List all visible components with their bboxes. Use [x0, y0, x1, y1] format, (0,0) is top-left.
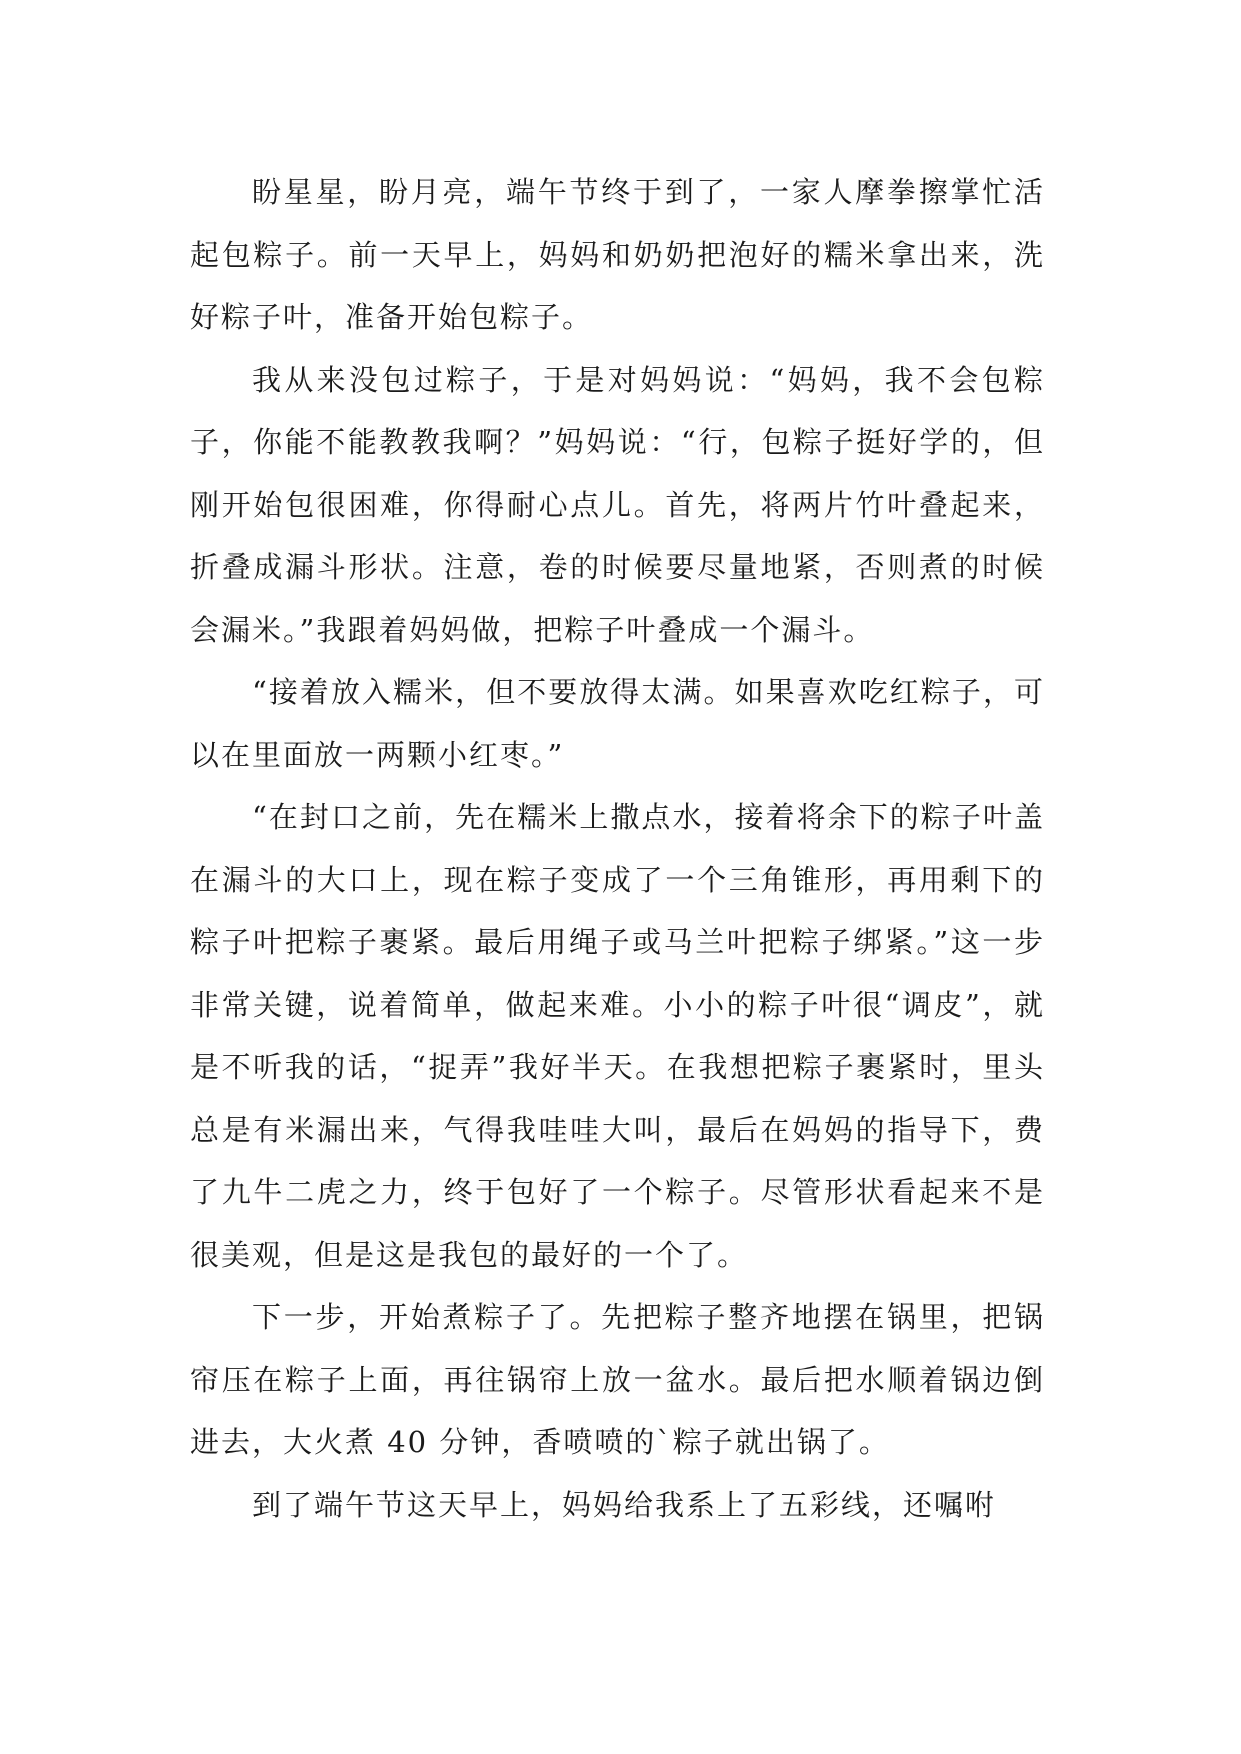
paragraph: “接着放入糯米，但不要放得太满。如果喜欢吃红粽子，可以在里面放一两颗小红枣。”: [190, 675, 1045, 772]
document-body: [190, 161, 1045, 1536]
paragraph: 我从来没包过粽子，于是对妈妈说：“妈妈，我不会包粽子，你能不能教教我啊？”妈妈说：“行，包粽子挺好学的，但刚开始包很困难，你得耐心点儿。首先，将两片竹叶叠起来，折叠成漏斗形状。注意，卷的时候要尽量地紧，否则煮的时候会漏米。”我跟着妈妈做，把粽子叶叠成一个漏斗。: [190, 362, 1045, 647]
paragraph: 盼星星，盼月亮，端午节终于到了，一家人摩拳擦掌忙活起包粽子。前一天早上，妈妈和奶奶把泡好的糯米拿出来，洗好粽子叶，准备开始包粽子。: [190, 175, 1045, 334]
paragraph: “在封口之前，先在糯米上撒点水，接着将余下的粽子叶盖在漏斗的大口上，现在粽子变成了一个三角锥形，再用剩下的粽子叶把粽子裹紧。最后用绳子或马兰叶把粽子绑紧。”这一步非常关键，说着简单，做起来难。小小的粽子叶很“调皮”，就是不听我的话，“捉弄”我好半天。在我想把粽子裹紧时，里头总是有米漏出来，气得我哇哇大叫，最后在妈妈的指导下，费了九牛二虎之力，终于包好了一个粽子。尽管形状看起来不是很美观，但是这是我包的最好的一个了。: [190, 800, 1045, 1272]
paragraph: 下一步，开始煮粽子了。先把粽子整齐地摆在锅里，把锅帘压在粽子上面，再往锅帘上放一盆水。最后把水顺着锅边倒进去，大火煮 40 分钟，香喷喷的`粽子就出锅了。: [190, 1300, 1045, 1459]
paragraph: 到了端午节这天早上，妈妈给我系上了五彩线，还嘱咐: [252, 1487, 997, 1522]
